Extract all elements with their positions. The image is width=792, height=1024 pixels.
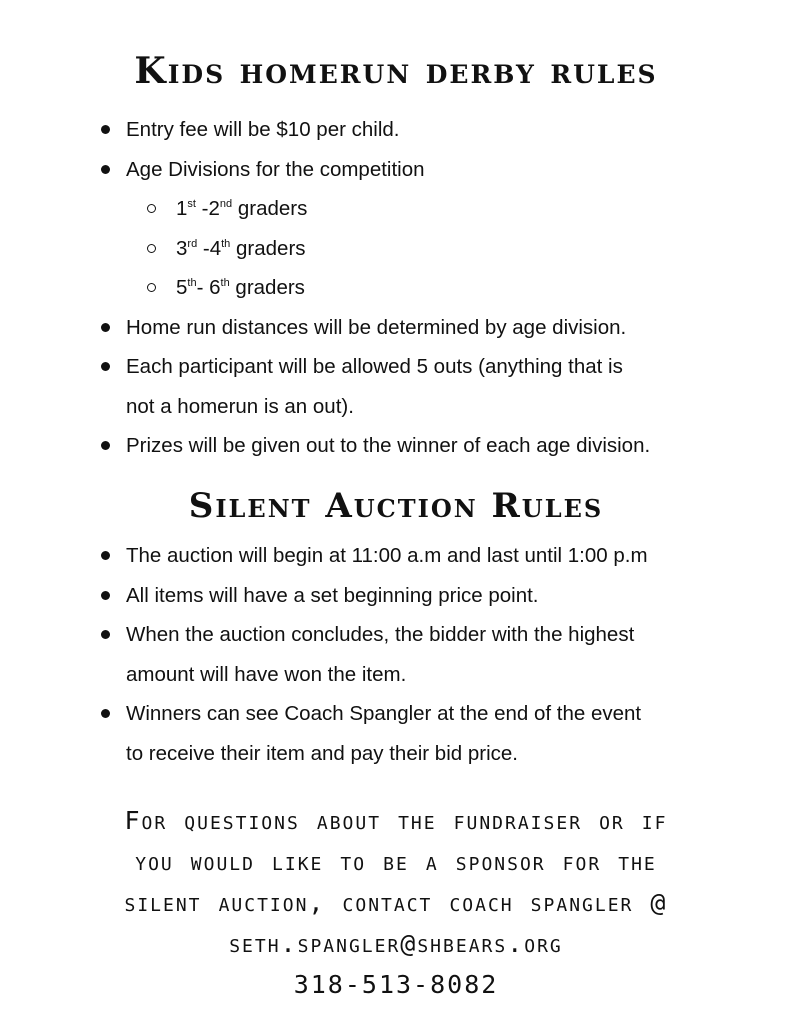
entry-fee-text: Entry fee will be $10 per child.	[126, 118, 400, 141]
auction-rule-text: The auction will begin at 11:00 a.m and last until 1:00 p.m	[126, 544, 648, 567]
bullet-icon	[101, 591, 110, 600]
bullet-icon	[101, 125, 110, 134]
ordinal-suffix: th	[221, 237, 231, 250]
distances-text: Home run distances will be determined by age division.	[126, 315, 627, 339]
division-start: 1	[176, 197, 188, 220]
homerun-derby-title: Kids homerun derby rules	[134, 50, 658, 92]
circle-bullet-icon	[147, 204, 156, 213]
bullet-icon	[101, 630, 110, 639]
contact-phone: 318-513-8082	[293, 970, 499, 999]
list-item	[0, 694, 726, 773]
division-suffix: graders	[232, 197, 308, 220]
ordinal-suffix: st	[187, 198, 196, 210]
list-item	[0, 426, 726, 466]
list-item	[0, 536, 726, 576]
list-item	[0, 576, 726, 616]
contact-email: seth.spangler@shbears.org	[229, 929, 563, 958]
division-item	[0, 268, 792, 308]
contact-block	[0, 800, 792, 1005]
auction-rule-text-cont: to receive their item and pay their bid price.	[126, 741, 518, 765]
ordinal-suffix: th	[220, 277, 230, 289]
contact-line: you would like to be a sponsor for the	[135, 847, 657, 876]
outs-text-line1: Each participant will be allowed 5 outs (anything that is	[126, 355, 623, 378]
bullet-icon	[101, 165, 110, 174]
auction-rule-text-cont: amount will have won the item.	[126, 662, 407, 686]
division-item	[0, 229, 792, 269]
list-item	[0, 347, 726, 426]
auction-rules-list	[0, 536, 792, 773]
auction-rule-text: All items will have a set beginning price point.	[126, 583, 539, 607]
prizes-text: Prizes will be given out to the winner of each age division.	[126, 434, 651, 457]
division-separator: -	[195, 197, 209, 220]
bullet-icon	[101, 323, 110, 332]
circle-bullet-icon	[147, 283, 156, 292]
ordinal-suffix: nd	[219, 198, 233, 210]
contact-line: silent auction, contact coach spangler @	[124, 888, 668, 917]
list-item	[0, 615, 726, 694]
ordinal-suffix: th	[187, 277, 197, 289]
bullet-icon	[101, 441, 110, 450]
contact-line: For questions about the fundraiser or if	[124, 806, 668, 835]
list-item	[0, 308, 726, 348]
auction-rule-text: Winners can see Coach Spangler at the end of the event	[126, 702, 642, 725]
division-start: 3	[176, 236, 188, 260]
homerun-rules-list	[0, 110, 792, 466]
circle-bullet-icon	[147, 244, 156, 253]
division-end: 4	[209, 236, 222, 260]
division-suffix: graders	[230, 236, 306, 260]
division-item	[0, 189, 792, 229]
auction-rule-text: When the auction concludes, the bidder with the highest	[126, 623, 635, 646]
division-separator: -	[197, 236, 210, 260]
division-end: 6	[209, 276, 221, 299]
division-end: 2	[208, 197, 220, 220]
age-divisions-text: Age Divisions for the competition	[126, 157, 425, 181]
bullet-icon	[101, 551, 110, 560]
list-item	[0, 110, 726, 150]
outs-text-line2: not a homerun is an out).	[126, 394, 354, 418]
bullet-icon	[101, 362, 110, 371]
ordinal-suffix: rd	[187, 237, 198, 250]
division-separator: -	[196, 276, 210, 299]
list-item	[0, 150, 726, 190]
bullet-icon	[101, 709, 110, 718]
division-suffix: graders	[229, 276, 305, 299]
division-start: 5	[176, 276, 188, 299]
silent-auction-title: Silent Auction Rules	[188, 486, 604, 526]
